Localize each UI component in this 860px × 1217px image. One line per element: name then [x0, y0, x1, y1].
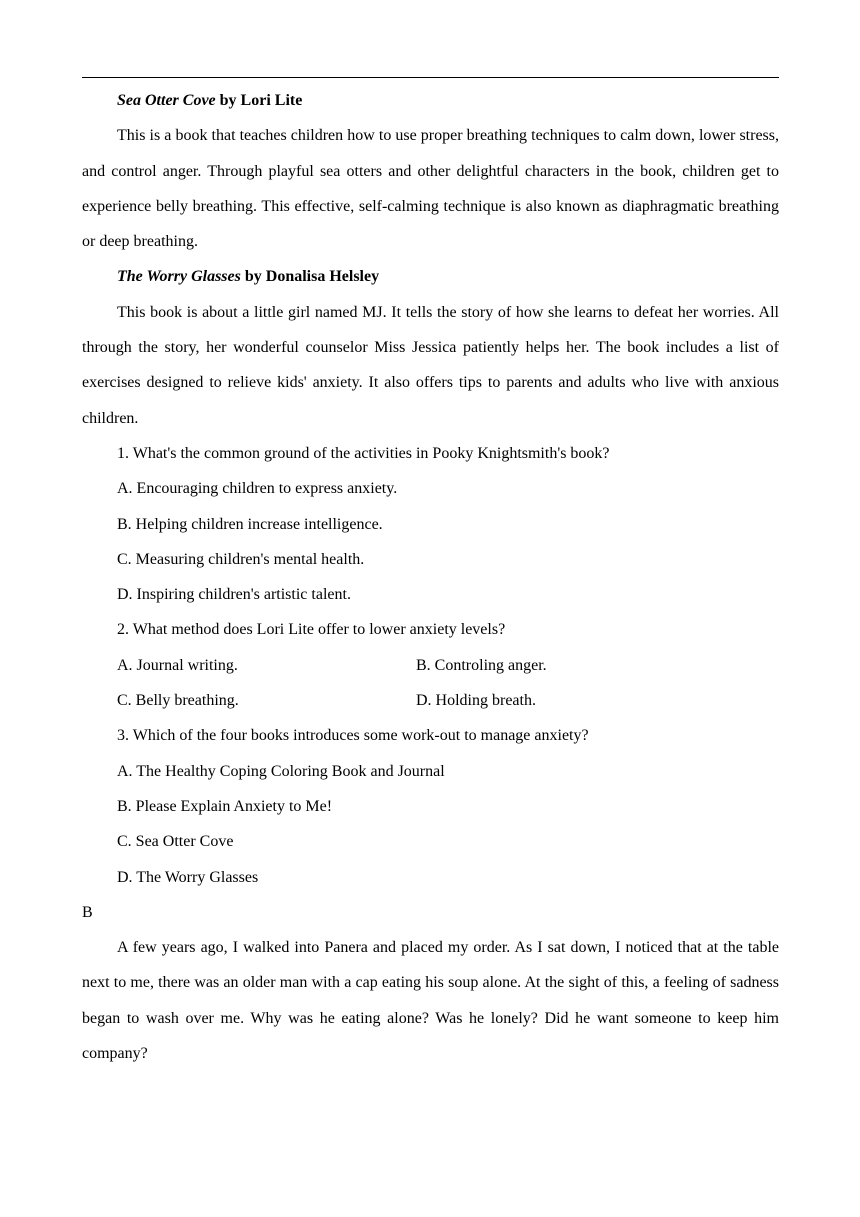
book-heading-sea-otter-cove — [82, 83, 779, 118]
question-1-option-c: C. Measuring children's mental health. — [117, 550, 365, 568]
header-rule — [82, 77, 779, 78]
question-3-stem: 3. Which of the four books introduces some work-out to manage anxiety? — [117, 727, 589, 745]
book-description-worry-glasses: This book is about a little girl named MJ. It tells the story of how she learns to defeat her worries. All through the story, her wonderful counselor Miss Jessica patiently helps her. The book includes a list of exercises designed to relieve kids' anxiety. It also offers tips to parents and adults who live with anxious children. — [82, 303, 779, 427]
question-2-stem: 2. What method does Lori Lite offer to lower anxiety levels? — [117, 621, 506, 639]
document-body — [82, 83, 779, 1071]
section-b-heading: B — [82, 903, 93, 921]
question-2-option-b: B. Controling anger. — [416, 656, 547, 674]
question-1-option-b: B. Helping children increase intelligence. — [117, 515, 383, 533]
book-description-sea-otter-cove: This is a book that teaches children how to use proper breathing techniques to calm down, lower stress, and control anger. Through playful sea otters and other delightful characters in the book, children get to experience belly breathing. This effective, self-calming technique is also known as diaphragmatic breathing or deep breathing. — [82, 127, 779, 251]
book-title: Sea Otter Cove — [117, 92, 216, 109]
section-b-paragraph: A few years ago, I walked into Panera and placed my order. As I sat down, I noticed that at the table next to me, there was an older man with a cap eating his soup alone. At the sight of this, a feeling of sadness began to wash over me. Why was he eating alone? Was he lonely? Did he want someone to keep him company? — [82, 939, 779, 1063]
question-3-option-d: D. The Worry Glasses — [117, 868, 259, 886]
book-title: The Worry Glasses — [117, 268, 241, 286]
question-2-option-d: D. Holding breath. — [416, 692, 536, 710]
question-2-options-row-1 — [82, 648, 779, 683]
question-2-option-c: C. Belly breathing. — [117, 692, 239, 710]
question-1-option-d: D. Inspiring children's artistic talent. — [117, 586, 351, 604]
question-2-options-row-2 — [82, 683, 779, 718]
question-3-option-b: B. Please Explain Anxiety to Me! — [117, 797, 333, 815]
book-author: by Donalisa Helsley — [240, 268, 380, 286]
question-3-option-a: A. The Healthy Coping Coloring Book and Journal — [117, 762, 445, 780]
question-1-stem: 1. What's the common ground of the activities in Pooky Knightsmith's book? — [117, 444, 610, 462]
book-heading-worry-glasses — [82, 259, 779, 294]
question-1-option-a: A. Encouraging children to express anxiety. — [117, 480, 398, 498]
question-3-option-c: C. Sea Otter Cove — [117, 833, 234, 851]
book-author: by Lori Lite — [215, 92, 303, 109]
question-2-option-a: A. Journal writing. — [117, 656, 238, 674]
